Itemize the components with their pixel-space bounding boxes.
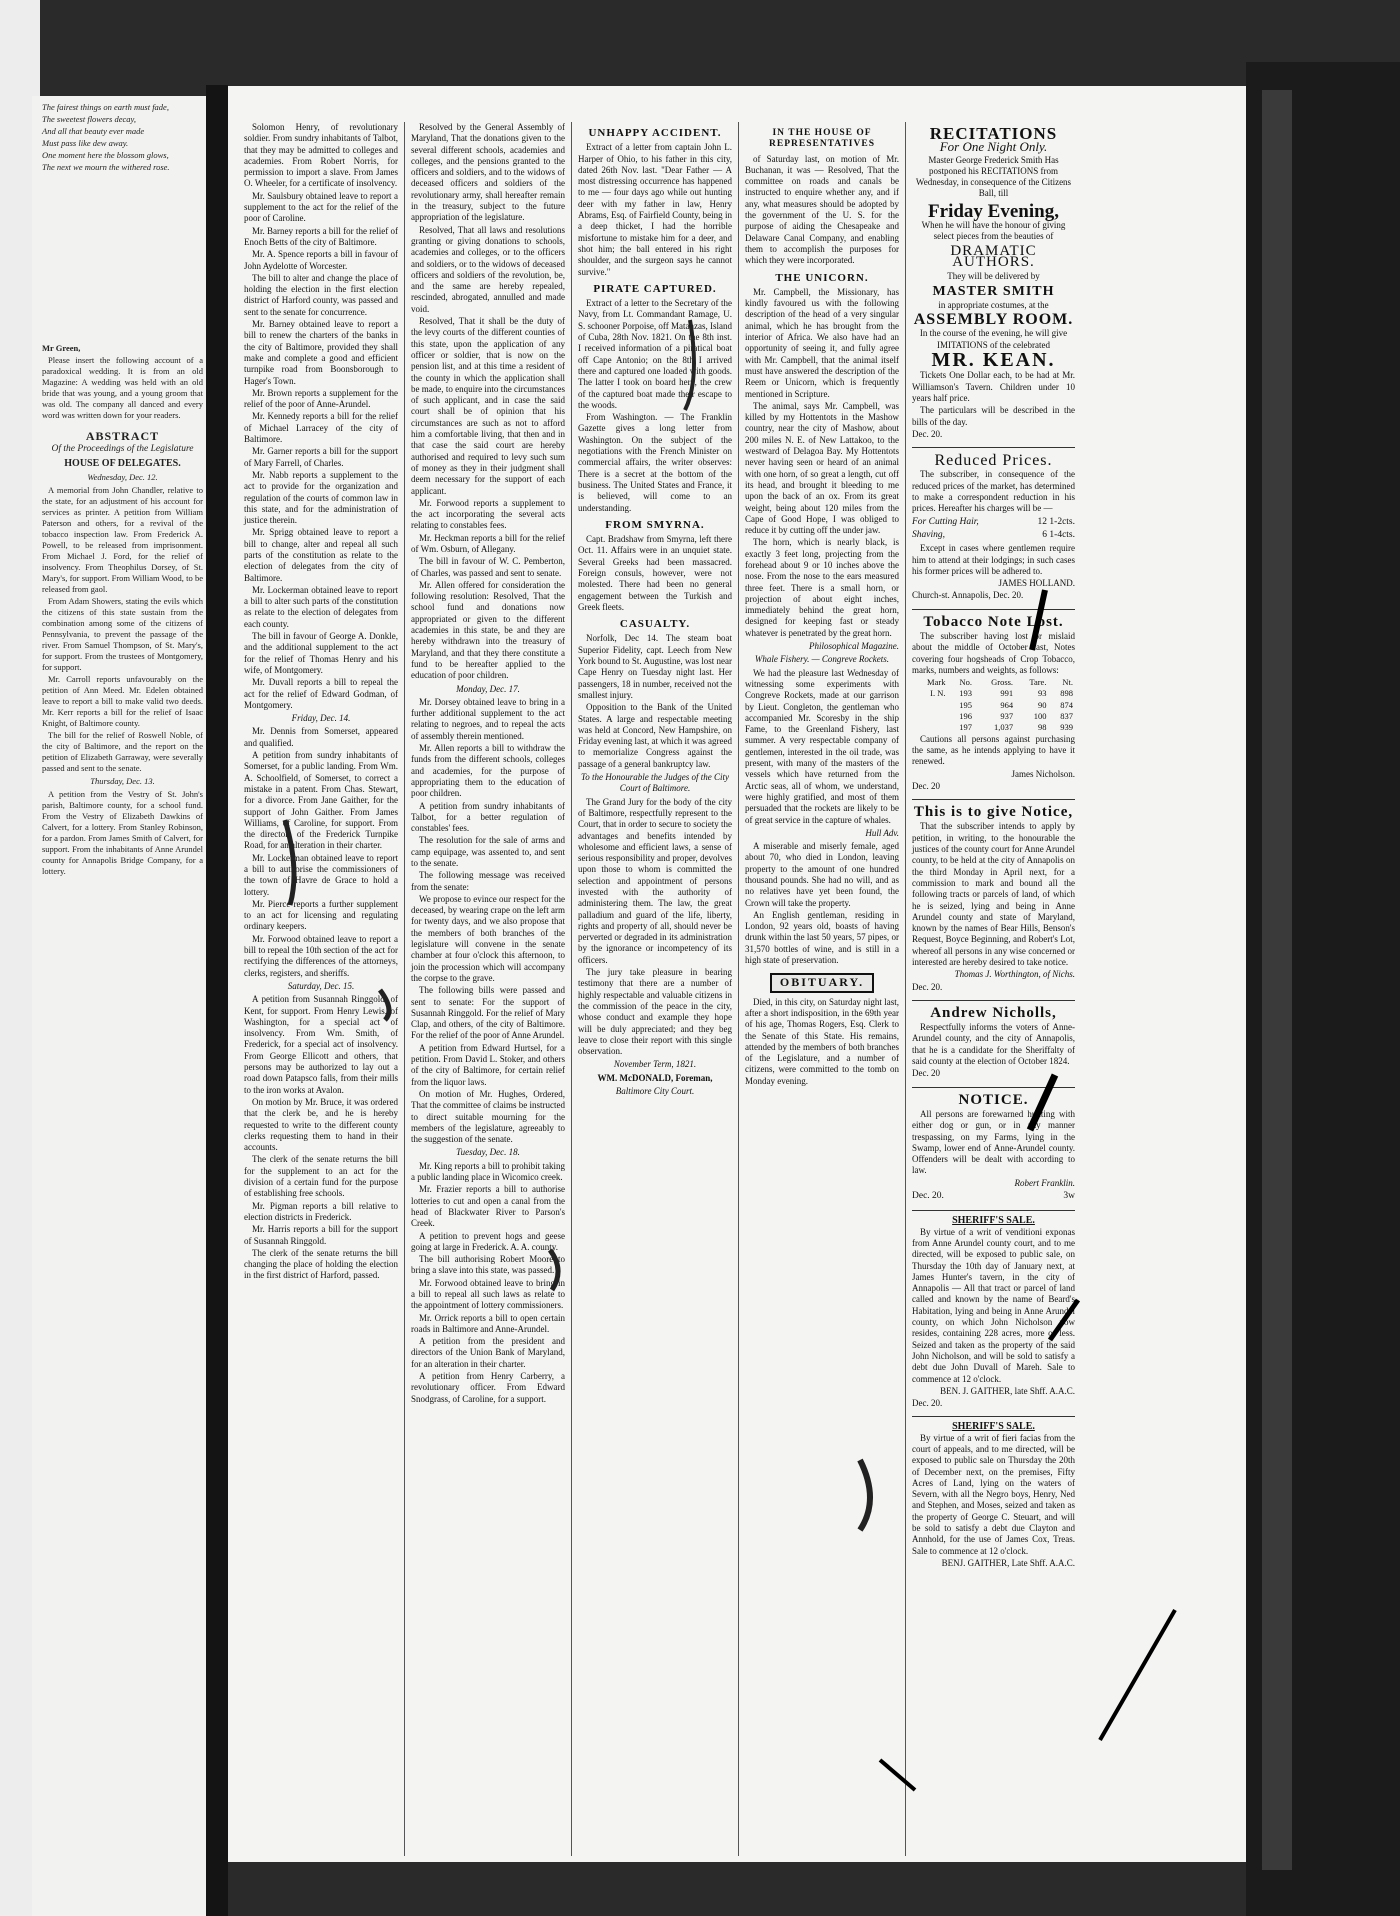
proceeding-paragraph: A petition from the Vestry of St. John's parish, Baltimore county, for a school fund. From the Vestry of Elizabeth Dawkins of Calvert, for a lottery. From Stanley Robinson, for a pardon. From James Smith of Calvert, for support. From the inhabitants of Anne Arundel county for Annapolis Bridge Company, for a lottery.	[42, 789, 203, 876]
paragraph: Mr. Garner reports a bill for the support of Mary Farrell, of Charles.	[244, 446, 398, 468]
paragraph: Mr. Dorsey obtained leave to bring in a further additional supplement to the act relating to negroes, and to repeal the acts of assembly therein mentioned.	[411, 696, 565, 741]
ad-performer: MASTER SMITH	[932, 283, 1055, 299]
paragraph: Capt. Bradshaw from Smyrna, left there Oct. 11. Affairs were in an unquiet state. Several Greeks had been massacred. Foreign consuls, however, were not molested. There had been no general engagement between the Turkish and Greek fleets.	[578, 534, 732, 612]
paragraph: Mr. King reports a bill to prohibit taking a public landing place in Wicomico creek.	[411, 1160, 565, 1183]
paragraph: The clerk of the senate returns the bill changing the place of holding the election in the first district of Harford, passed.	[244, 1247, 398, 1281]
date-heading: Monday, Dec. 17.	[456, 683, 520, 694]
column-4	[739, 122, 906, 1856]
price-label: For Cutting Hair,	[912, 516, 979, 527]
ad-title: NOTICE.	[958, 1091, 1029, 1108]
ad-run-mark: 3w	[1063, 1191, 1075, 1202]
paragraph: The jury take pleasure in bearing testimony that there are a number of highly respectable and valuable citizens in the commission of the peace in the city, whose conduct and example they hope will be duly appreciated; and they beg leave to close their report with this single observation.	[578, 967, 732, 1057]
ad-title: RECITATIONS	[929, 124, 1058, 143]
proceeding-paragraph: Mr. Carroll reports unfavourably on the petition of Ann Meed. Mr. Edelen obtained leave to report a bill to make valid two deeds. Mr. Kerr reports a bill for the relief of Isaac Knight, of Baltimore county.	[42, 674, 203, 728]
poem-line: Must pass like dew away.	[42, 138, 129, 148]
ad-text: Except in cases where gentlemen require him to attend at their lodgings; in such cases his former prices will be adhered to.	[912, 543, 1075, 576]
paragraph: Mr. Brown reports a supplement for the relief of the poor of Anne-Arundel.	[244, 387, 398, 410]
paragraph: On motion of Mr. Hughes, Ordered, That the committee of claims be instructed to direct suitable mourning for the members of the legislature, agreeably to the suggestion of the senate.	[411, 1088, 565, 1145]
column-5-advertisements	[906, 122, 1081, 1856]
paragraph: The bill in favour of George A. Donkle, and the additional supplement to the act for the relief of Thomas Henry and his wife, of Montgomery.	[244, 631, 398, 675]
table-row	[912, 711, 1075, 722]
table-cell: 991	[1000, 688, 1014, 699]
paragraph: Resolved, That it shall be the duty of the levy courts of the different counties of this state, upon the application of any officer or soldier, that is now on the pension list, and at this time a resident of the county in which the application shall be made, to enquire into the circumstances of such applicant, and in case the said court shall be of opinion that his circumstances are such as not to afford him a comfortable living, that then and in that case the said court are hereby authorised and required to levy such sum of money as they in their judgment shall deem necessary for the support of each applicant.	[411, 316, 565, 496]
table-cell: 90	[1037, 699, 1047, 710]
table-cell: 196	[959, 711, 972, 722]
table-cell: 197	[959, 722, 972, 733]
paragraph: The Grand Jury for the body of the city of Baltimore, respectfully represent to the Court, that in order to secure to society the advantages and benefits intended by wholesome and efficient laws, a sense of serious responsibility and proper, devolves upon those to whom is committed the selection and appointment of persons invested with the authority of administering them. The law, the great palladium and guard of the life, liberty, rights and property of all, should never be perverted or degraded in its administration by the ignorance or incompetency of its officers.	[578, 796, 732, 965]
ad-date: Dec. 20	[912, 1068, 940, 1079]
table-cell: 937	[1000, 711, 1014, 722]
ad-text: By virtue of a writ of fieri facias from the court of appeals, and to me directed, will be exposed to public sale on Thursday the 20th of December next, on the premises, Fifty Acres of Land, lying on the waters of Severn, with all the Negro boys, Henry, Ned and Stephen, and Moses, seized and taken as the property of George C. Steuart, and will be sold to satisfy a debt due Clayton and Annhold, for the use of James Cox, Treas. Sale to commence at 12 o'clock.	[912, 1432, 1075, 1556]
ad-imitation: MR. KEAN.	[931, 349, 1056, 372]
table-cell: 93	[1037, 688, 1047, 699]
ad-text: By virtue of a writ of venditioni exponas from Anne Arundel county court, and to me directed, will be exposed to public sale, on Thursday the 10th day of January next, at James Hunter's tavern, in the city of Annapolis — All that tract or parcel of land called and known by the name of Beard's Habitation, lying and being in Anne Arundel county, on which John Nicholson now resides, containing 228 acres, more or less. Seized and taken as the property of the said John Nicholson, and will be sold to satisfy a debt due John Duvall of Mareh. Sale to commence at 12 o'clock.	[912, 1226, 1075, 1384]
signature-line: November Term, 1821.	[613, 1059, 697, 1070]
ad-footer	[912, 1191, 1075, 1202]
table-header: Nt.	[1062, 677, 1073, 688]
ad-title: SHERIFF'S SALE.	[952, 1421, 1035, 1433]
ad-date: Dec. 20.	[912, 428, 943, 439]
table-header-row	[912, 677, 1075, 688]
ad-signer: JAMES HOLLAND.	[998, 578, 1075, 589]
table-row	[912, 688, 1075, 699]
paragraph: Mr. Kennedy reports a bill for the relief of Michael Larracey of the city of Baltimore.	[244, 411, 398, 445]
ad-text: in appropriate costumes, at the	[938, 299, 1049, 310]
ad-text: That the subscriber intends to apply by petition, in writing, to the honourable the justices of the county court for Anne Arundel county, to be held at the city of Annapolis on the third Monday in April next, for a commission to mark and bound all the following tracts or parcels of land, of which he is seized, lying and being in Anne Arundel county and state of Maryland, known by the names of Bear Hills, Benson's Request, Boyce Beginning, and Robert's Lot, whereof all persons in any wise concerned or interested are hereby desired to take notice.	[912, 821, 1075, 967]
paragraph: A petition from sundry inhabitants of Talbot, for a better regulation of constables' fees.	[411, 800, 565, 834]
ad-signer: BENJ. GAITHER, Late Shff. A.A.C.	[941, 1557, 1075, 1568]
paragraph: The following message was received from the senate:	[411, 870, 565, 892]
paragraph: Resolved by the General Assembly of Maryland, That the donations given to the several different schools, academies and colleges, and the pensions granted to the officers and soldiers, and to the widows of deceased officers and soldiers of the revolutionary army, shall hereafter remain in the treasury, subject to the future appropriation of the legislature.	[411, 122, 565, 223]
table-cell: 939	[1060, 722, 1073, 733]
paragraph: Mr. Forwood obtained leave to report a bill to repeal the 10th section of the act for rectifying the differences of the attorneys, clerks, registers, and sheriffs.	[244, 933, 398, 978]
source-credit: Philosophical Magazine.	[809, 641, 899, 652]
poem-line: And all that beauty ever made	[42, 126, 145, 136]
paragraph: Mr. Forwood obtained leave to bring in a bill to repeal all such laws as relate to the appointment of lottery commissioners.	[411, 1277, 565, 1311]
ad-date: Dec. 20.	[912, 1398, 943, 1409]
paragraph: We propose to evince our respect for the deceased, by wearing crape on the left arm for twenty days, and we also propose that the members of both branches of the legislature will convene in the senate chamber at four o'clock this afternoon, to join the procession which will accompany the corpse to the grave.	[411, 893, 565, 983]
paragraph: Died, in this city, on Saturday night last, after a short indisposition, in the 69th year of his age, Thomas Rogers, Esq. Clerk to the Senate of this State. His remains, attended by the members of both branches of the Legislature, and a number of citizens, were committed to the tomb on Monday evening.	[745, 996, 899, 1086]
article-title: THE UNICORN.	[775, 271, 869, 284]
table-row	[912, 700, 1075, 711]
paragraph: A petition from the president and directors of the Union Bank of Maryland, for an alteration in their charter.	[411, 1336, 565, 1369]
ad-title: Andrew Nicholls,	[930, 1004, 1057, 1021]
ad-title: SHERIFF'S SALE.	[952, 1215, 1035, 1227]
paragraph: Norfolk, Dec 14. The steam boat Superior Fidelity, capt. Leech from New York bound to St. Augustine, was lost near Cape Henry on Tuesday night last. Her passengers, 18 in number, received not the smallest injury.	[578, 633, 732, 700]
table-header: Gross.	[991, 677, 1014, 688]
paragraph: of Saturday last, on motion of Mr. Buchanan, it was — Resolved, That the committee on roads and canals be instructed to enquire whether any, and if any, what measures should be adopted by the government of the U. S. for the purpose of aiding the Chesapeake and Delaware Canal Company, and enabling them to accomplish the purposes for which they were incorporated.	[745, 153, 899, 266]
table-cell: 193	[959, 688, 972, 699]
advertisement-andrew-nicholls	[912, 1001, 1075, 1088]
ad-text: All persons are forewarned hunting with either dog or gun, or in any manner trespassing, on my Farms, lying in the Swamp, lower end of Anne-Arundel county. Offenders will be dealt with according to law.	[912, 1108, 1075, 1176]
article-title: PIRATE CAPTURED.	[593, 282, 717, 295]
paragraph: A petition from sundry inhabitants of Somerset, for a public landing. From Wm. A. Schoolfield, of Somerset, to correct a mistake in a patent. From Chas. Stewart, for a divorce. From Jane Gaither, for the support of John Gaither. From James Williams, of Caroline, for support. From the directors of the Frederick Turnpike Road, for an alteration in their charter.	[244, 750, 398, 851]
poem-line: The fairest things on earth must fade,	[42, 102, 169, 112]
ad-text: They will be delivered by	[947, 271, 1040, 282]
advertisement-recitations	[912, 122, 1075, 448]
date-heading: Friday, Dec. 14.	[291, 713, 351, 724]
ad-text: In the course of the evening, he will give IMITATIONS of the celebrated	[919, 328, 1068, 350]
ad-authors: DRAMATIC AUTHORS.	[950, 242, 1037, 270]
paragraph: Mr. Campbell, the Missionary, has kindly favoured us with the following description of the head of a very singular animal, which he has brought from the interior of Africa. We also have had an opportunity of seeing it, and fully agree with Mr. Campbell, that the animal itself must have answered the description of the Reem or Unicorn, which is frequently mentioned in Scripture.	[745, 286, 899, 399]
ad-title: Tobacco Note Lost.	[923, 613, 1064, 630]
paragraph: Mr. Sprigg obtained leave to report a bill to change, alter and repeal all such parts of the constitution as relate to the election of delegates from the city of Baltimore.	[244, 527, 398, 583]
paragraph: Mr. A. Spence reports a bill in favour of John Aydelotte of Worcester.	[244, 249, 398, 271]
date-heading: Saturday, Dec. 15.	[287, 980, 355, 991]
table-cell: 100	[1033, 711, 1047, 722]
article-title: Whale Fishery. — Congreve Rockets.	[754, 654, 890, 665]
proceeding-paragraph: The bill for the relief of Roswell Noble, of the city of Baltimore, and the report on the petition of Elizabeth Garraway, were severally passed and sent to the senate.	[42, 730, 203, 773]
paragraph: The clerk of the senate returns the bill for the supplement to an act for the division of a certain fund for the purpose of establishing free schools.	[244, 1154, 398, 1199]
ad-day: Friday Evening,	[928, 200, 1059, 222]
ad-title: This is to give Notice,	[913, 804, 1074, 821]
paragraph: Mr. Dennis from Somerset, appeared and qualified.	[244, 726, 398, 748]
advertisement-reduced-prices	[912, 448, 1075, 610]
paragraph: Mr. Lockerman obtained leave to report a bill to authorise the commissioners of the town of Havre de Grace to hold a lottery.	[244, 852, 398, 897]
column-2	[405, 122, 572, 1856]
poem	[42, 102, 203, 173]
paragraph: Mr. Harris reports a bill for the support of Susannah Ringgold.	[244, 1224, 398, 1246]
article-title: IN THE HOUSE OF REPRESENTATIVES	[769, 128, 875, 150]
table-cell: 964	[1000, 699, 1014, 710]
page-gutter	[206, 85, 228, 1916]
paragraph: The animal, says Mr. Campbell, was killed by my Hottentots in the Mashow country, near the city of Mashow, about 200 miles N. E. of New Lattakoo, to the westward of Delagoa Bay. My Hottentots never having seen or heard of an animal with one horn, of so great a length, cut off its head, and brought it bleeding to me upon the back of an ox. From its great weight, being about 120 miles from the Cape of Good Hope, I was obliged to reduce it by cutting off the under jaw.	[745, 400, 899, 536]
price-label: Shaving,	[912, 529, 945, 540]
ad-date: Dec. 20.	[912, 981, 943, 992]
ad-venue: ASSEMBLY ROOM.	[913, 311, 1074, 329]
article-title: FROM SMYRNA.	[605, 518, 705, 531]
date-heading: Wednesday, Dec. 12.	[87, 472, 158, 482]
table-cell	[912, 700, 947, 711]
paragraph: Mr. Nabb reports a supplement to the act to provide for the organization and regulation of the courts of common law in this state, and for the administration of justice therein.	[244, 469, 398, 526]
table-header: No.	[959, 677, 972, 688]
ad-text: Respectfully informs the voters of Anne-Arundel county, and the city of Annapolis, that he is a candidate for the Sheriffalty of said county at the election of October 1824.	[912, 1022, 1075, 1067]
price-line	[912, 517, 1075, 528]
paragraph: Mr. Frazier reports a bill to authorise lotteries to cut and open a canal from the head of Blackwater River to Parson's Creek.	[411, 1184, 565, 1229]
paragraph: Mr. Lockerman obtained leave to report a bill to alter such parts of the constitution as relate to the election of delegates from each county.	[244, 584, 398, 629]
paragraph: Resolved, That all laws and resolutions granting or giving donations to schools, academies and colleges, or to the officers and soldiers, or to the widows of deceased officers and soldiers of the revolution, be, and the same are hereby repealed, rescinded, abrogated, annulled and made void.	[411, 224, 565, 314]
letter-heading: Mr Green,	[42, 343, 81, 353]
table-header: Mark	[927, 677, 946, 688]
house-title: HOUSE OF DELEGATES.	[64, 458, 181, 469]
signature-line: Baltimore City Court.	[615, 1086, 695, 1097]
letter-text: Please insert the following account of a paradoxical wedding. It is from an old Magazine: A wedding was held with an old bride that was young, and a young groom that was old. The company all danced and every word was written down for your readers.	[42, 355, 203, 420]
paragraph: Mr. Allen offered for consideration the following resolution: Resolved, That the school fund and donations now appropriated or given to the different academies in this state, be and they are hereby withdrawn into the treasury of Maryland, and that they there constitute a fund to be hereafter applied to the education of poor children.	[411, 579, 565, 681]
obituary-heading: OBITUARY.	[770, 973, 874, 992]
source-credit: Hull Adv.	[865, 827, 899, 838]
ad-text: The particulars will be described in the bills of the day.	[912, 405, 1075, 427]
paragraph: Mr. Barney reports a bill for the relief of Enoch Betts of the city of Baltimore.	[244, 225, 398, 247]
table-cell	[912, 722, 947, 733]
ad-text: Tickets One Dollar each, to be had at Mr. Williamson's Tavern. Children under 10 years half price.	[912, 370, 1075, 403]
table-cell: 898	[1060, 688, 1073, 699]
newspaper-page	[228, 86, 1246, 1862]
paragraph: Mr. Pigman reports a bill relative to election districts in Frederick.	[244, 1200, 398, 1222]
paragraph: A petition from Henry Carberry, a revolutionary officer. From Edward Snodgrass, of Caroline, for a support.	[411, 1371, 565, 1404]
proceeding-paragraph: From Adam Showers, stating the evils which the citizens of this state sustain from the combination among some of the citizens of Pennsylvania, to prevent the passage of the river. From Samuel Thompson, of St. Mary's, for support. From the trustees of Montgomery, for support.	[42, 596, 203, 672]
paragraph: A petition from Edward Hurtsel, for a petition. From David L. Stoker, and others of the city of Baltimore, for certain relief from the liquor laws.	[411, 1042, 565, 1087]
signature-line: WM. McDONALD, Foreman,	[597, 1072, 713, 1083]
left-page-strip	[32, 96, 207, 1916]
ad-text: The subscriber, in consequence of the reduced prices of the market, has determined to make a correspondent reduction in his prices. Hereafter his charges will be —	[912, 469, 1075, 514]
table-cell: I. N.	[930, 688, 946, 699]
advertisement-sheriffs-sale-2	[912, 1417, 1075, 1576]
ad-subtitle: For One Night Only.	[939, 139, 1048, 155]
paragraph: A petition from Susannah Ringgold, of Kent, for support. From Henry Lewis, of Washington, for a special act of insolvency. From Wm. Smith, of Frederick, for a special act of insolvency. From George Ellicott and others, that persons may be authorized to lay out a road down Patapsco falls, from their mills to the iron works at Avalon.	[244, 994, 398, 1095]
advertisement-notice	[912, 800, 1075, 1001]
paragraph: We had the pleasure last Wednesday of witnessing some experiments with Congreve Rockets, made at our garrison by Lieut. Congleton, the gentleman who accompanied Mr. Scoresby in the ship Fame, to the Greenland Fishery, last summer. A very respectable company of gentlemen, interested in the oil trade, was present, with many of the masters of the vessels which have returned from the Arctic seas, all of whom, we understand, were highly gratified, and most of them persuaded that the rockets are likely to be of great service in the capture of whales.	[745, 667, 899, 825]
ad-title: Reduced Prices.	[934, 452, 1053, 470]
poem-line: The next we mourn the withered rose.	[42, 162, 170, 172]
date-heading: Thursday, Dec. 13.	[90, 776, 155, 786]
article-title: CASUALTY.	[619, 618, 691, 631]
ad-date: Dec. 20	[912, 780, 940, 791]
abstract-subtitle: Of the Proceedings of the Legislature	[51, 444, 194, 454]
price-value: 6 1-4cts.	[1042, 529, 1075, 540]
ad-text: Master George Frederick Smith Has postponed his RECITATIONS from Wednesday, in consequence of the Citizens Ball, till	[915, 154, 1072, 199]
ad-text: When he will have the honour of giving select pieces from the beauties of	[921, 220, 1066, 242]
table-cell: 98	[1037, 722, 1047, 733]
paragraph: Mr. Saulsbury obtained leave to report a supplement to the act for the relief of the poor of Caroline.	[244, 190, 398, 224]
table-cell: 195	[959, 699, 972, 710]
column-3	[572, 122, 739, 1856]
paragraph: Mr. Duvall reports a bill to repeal the act for the relief of Edward Godman, of Montgomery.	[244, 677, 398, 710]
paragraph: Mr. Orrick reports a bill to open certain roads in Baltimore and Anne-Arundel.	[411, 1312, 565, 1334]
article-title: To the Honourable the Judges of the City Court of Baltimore.	[581, 772, 729, 794]
paragraph: A petition to prevent hogs and geese going at large in Frederick. A. A. county.	[411, 1230, 565, 1252]
poem-line: One moment here the blossom glows,	[42, 150, 169, 160]
column-1	[238, 122, 405, 1856]
paragraph: The bill to alter and change the place of holding the election in the first election district of Harford county, was passed and sent to the senate for concurrence.	[244, 272, 398, 317]
paragraph: Extract of a letter to the Secretary of the Navy, from Lt. Commandant Ramage, U. S. schooner Porpoise, off Matanzas, Island of Cuba, 28th Nov. 1821. On the 8th inst. I received information of a piratical boat off Cape Antonio; on the 8th I arrived there and captured one loaded with goods. The latter I took on board here, the crew of the captured boat made their escape to the woods.	[578, 298, 732, 410]
paragraph: Solomon Henry, of revolutionary soldier. From sundry inhabitants of Talbot, that they may be admitted to colleges and academies. From Robert Norris, for permission to import a slave. From James O. Wheeler, for a certificate of insolvency.	[244, 122, 398, 189]
proceeding-paragraph: A memorial from John Chandler, relative to the state, for an adjustment of his account for services as printer. A petition from William Paterson and others, for a revival of the tobacco inspection law. From Frederick A. Powell, to be released from imprisonment. From Michael J. Ford, for the relief of insolvency. From Theophilus Dorsey, of St. Mary's, for support. From William Wood, to be released from gaol.	[42, 485, 203, 594]
paragraph: Mr. Pierce reports a further supplement to an act for licensing and regulating ordinary keepers.	[244, 898, 398, 932]
table-cell: 874	[1060, 699, 1073, 710]
ad-date: Dec. 20.	[912, 1191, 944, 1202]
table-cell	[912, 711, 947, 722]
poem-line: The sweetest flowers decay,	[42, 114, 136, 124]
article-title: UNHAPPY ACCIDENT.	[588, 127, 722, 139]
table-header: Tare.	[1029, 677, 1047, 688]
paragraph: Opposition to the Bank of the United States. A large and respectable meeting was held at Concord, New Hampshire, on Friday evening last, at which it was agreed to memorialize Congress against the passage of a general bankruptcy law.	[578, 702, 732, 769]
ad-text: Cautions all persons against purchasing the same, as he intends applying to have it renewed.	[912, 733, 1075, 767]
paragraph: A miserable and miserly female, aged about 70, who died in London, leaving property to the amount of one hundred thousand pounds. She had no will, and as no relatives have yet been found, the Crown will take the property.	[745, 841, 899, 908]
advertisement-tobacco-note	[912, 610, 1075, 800]
tobacco-table	[912, 677, 1075, 733]
paragraph: Mr. Barney obtained leave to report a bill to renew the charters of the banks in the city of Baltimore, provided they shall make and complete a good and efficient turnpike road from Boonsborough to Hager's Town.	[244, 319, 398, 386]
price-line	[912, 530, 1075, 541]
paragraph: The horn, which is nearly black, is exactly 3 feet long, projecting from the forehead about 9 or 10 inches above the nose. From the nose to the ears measured three feet. There is a small horn, or projection of about eight inches, immediately behind the great horn, designed for keeping fast or steady whatever is penetrated by the great horn.	[745, 537, 899, 638]
ad-text: The subscriber having lost or mislaid about the middle of October last, Notes covering four hogsheads of Crop Tobacco, marks, numbers and weights, as follows:	[912, 630, 1075, 675]
binding-edge-inner	[1262, 90, 1292, 1870]
paragraph: Mr. Heckman reports a bill for the relief of Wm. Osburn, of Allegany.	[411, 532, 565, 554]
ad-signer: James Nicholson.	[1011, 768, 1075, 779]
paragraph: From Washington. — The Franklin Gazette gives a long letter from Washington. On the subject of the negotiations with the French Minister on commercial affairs, the writer observes: There is a secret at the bottom of the business. The United States and France, it is believed, will come to an understanding.	[578, 412, 732, 513]
paragraph: Mr. Allen reports a bill to withdraw the funds from the different schools, colleges and academies, for the purpose of appropriating them to the education of poor children.	[411, 743, 565, 799]
date-heading: Tuesday, Dec. 18.	[456, 1147, 520, 1158]
paragraph: The bill authorising Robert Moore to bring a slave into this state, was passed.	[411, 1254, 565, 1276]
table-row	[912, 722, 1075, 733]
ad-signer: BEN. J. GAITHER, late Shff. A.A.C.	[940, 1385, 1075, 1396]
advertisement-sheriffs-sale-1	[912, 1211, 1075, 1417]
paragraph: Extract of a letter from captain John L. Harper of Ohio, to his father in this city, dated 26th Nov. last. "Dear Father — A most distressing occurrence has happened to me — four days ago while out hunting deer with my father in law, Henry Abrams, Esq. of Fairfield County, being in a deep thicket, I had the horrible misfortune to mistake him for a deer, and shot him; the ball entered in his right shoulder, and the surgeon says he cannot survive."	[578, 142, 732, 277]
abstract-title: ABSTRACT	[85, 429, 160, 443]
table-cell: 1,037	[993, 722, 1014, 733]
paragraph: The following bills were passed and sent to senate: For the support of Susannah Ringgold. For the relief of Mary Clap, and others, of the city of Baltimore. For the relief of the poor of Anne Arundel.	[411, 985, 565, 1041]
paragraph: The bill in favour of W. C. Pemberton, of Charles, was passed and sent to senate.	[411, 556, 565, 578]
ad-signer: Thomas J. Worthington, of Nichs.	[954, 969, 1075, 980]
ad-date: Church-st. Annapolis, Dec. 20.	[912, 590, 1024, 601]
paragraph: On motion by Mr. Bruce, it was ordered that the clerk be, and he is hereby requested to write to the different county clerks requesting them to hand in their accounts.	[244, 1096, 398, 1153]
paragraph: An English gentleman, residing in London, 92 years old, boasts of having drunk within the last 50 years, 57 pipes, or 31,570 bottles of wine, and is still in a high state of preservation.	[745, 909, 899, 966]
paragraph: The resolution for the sale of arms and camp equipage, was assented to, and sent to the senate.	[411, 835, 565, 868]
table-cell: 837	[1060, 711, 1073, 722]
advertisement-trespass-notice	[912, 1088, 1075, 1212]
paragraph: Mr. Forwood reports a supplement to the act incorporating the several acts relating to constables fees.	[411, 497, 565, 531]
ad-signer: Robert Franklin.	[1014, 1177, 1075, 1188]
price-value: 12 1-2cts.	[1037, 516, 1075, 527]
